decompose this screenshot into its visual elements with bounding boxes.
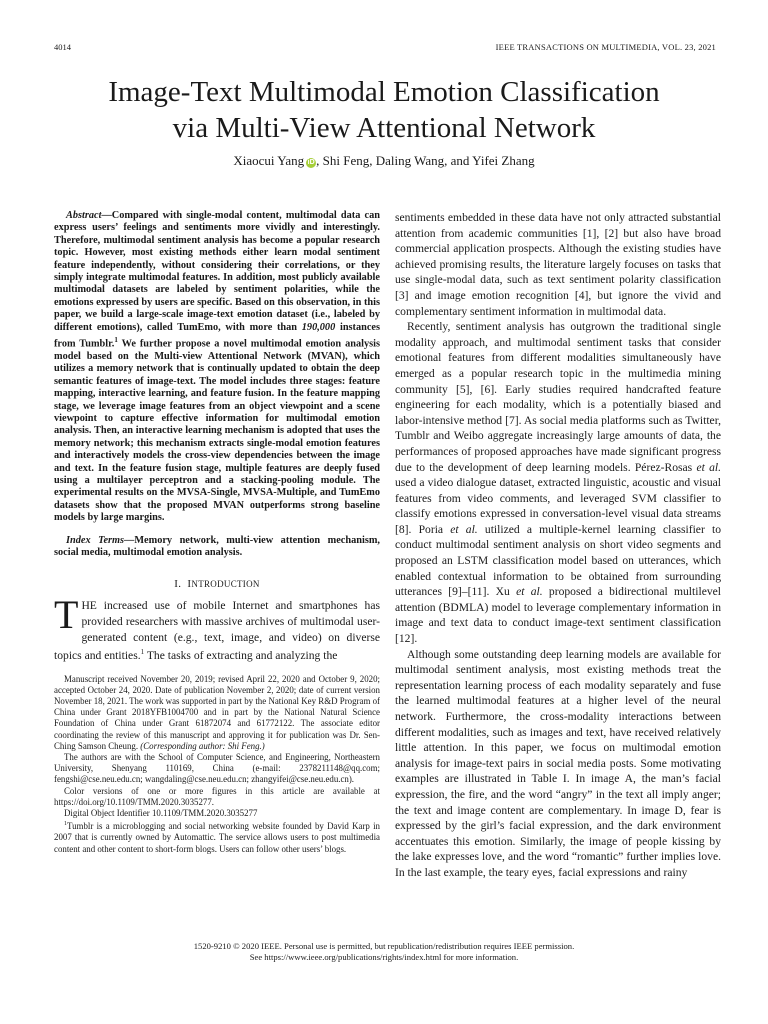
affiliation-note: The authors are with the School of Computer Science, and Engineering, Northeastern University, Shenyang 110169, China (e-mail: 2378211148@qq.com; fengshi@cse.neu.edu.cn; wangdaling@cse.neu.edu.cn; zhangyifei@cse.neu.edu.cn).	[54, 752, 380, 785]
author-list	[0, 153, 768, 169]
p2-text-a: Recently, sentiment analysis has outgrown the traditional single modality approach, and multimodal sentiment tasks that consider emotional features from different modalities simultaneously have emerged as a popular research topic in the multimedia mining community [5], [6]. Early studies required handcrafted feature engineering for each modality, which is a potentially biased and labor-intensive method [7]. As social media platforms such as Twitter, Tumblr and Weibo aggregate increasingly large amounts of data, the performances of proposed approaches have made significant progress due to the development of deep learning models. Pérez-Rosas	[395, 320, 721, 474]
section-numeral: I.	[174, 578, 182, 591]
index-terms	[54, 535, 380, 560]
right-column	[395, 210, 721, 881]
tumblr-footnote-text: Tumblr is a microblogging and social networking website founded by David Karp in 2007 that is currently owned by Automattic. The service allows users to post multimedia content and other content to short-form blogs. Users can follow other users’ blogs.	[54, 821, 380, 854]
abstract-text-2: instances from Tumblr.	[54, 321, 381, 350]
other-authors: , Shi Feng, Daling Wang, and Yifei Zhang	[316, 153, 535, 168]
abstract-count: 190,000	[301, 321, 336, 333]
orcid-icon[interactable]: iD	[307, 159, 315, 166]
et-al-2: et al.	[450, 522, 478, 536]
manuscript-received-note	[54, 674, 380, 752]
index-terms-text: —Memory network, multi-view attention mechanism, social media, multimodal emotion analysis.	[54, 534, 380, 558]
left-column	[54, 210, 380, 855]
paper-title	[0, 74, 768, 146]
first-author: Xiaocui Yang	[233, 153, 305, 168]
section-heading-cap: I	[187, 578, 192, 591]
doi-note: Digital Object Identifier 10.1109/TMM.2020.3035277	[64, 808, 258, 819]
color-versions-note: Color versions of one or more figures in this article are available at https://doi.org/10.1109/TMM.2020.3035277.	[54, 785, 380, 807]
et-al-3: et al.	[516, 585, 543, 599]
copyright-line-2[interactable]: See https://www.ieee.org/publications/rights/index.html for more information.	[249, 952, 519, 962]
journal-header: IEEE TRANSACTIONS ON MULTIMEDIA, VOL. 23, 2021	[495, 42, 716, 52]
tumblr-footnote	[54, 819, 380, 855]
drop-cap: T	[54, 592, 79, 638]
intro-text-b: The tasks of extracting and analyzing the	[144, 649, 338, 663]
tumblr-footnote-mark: 1	[64, 821, 67, 828]
footnotes	[54, 674, 380, 855]
section-heading-rest: NTRODUCTION	[191, 579, 260, 590]
copyright-line-1: 1520-9210 © 2020 IEEE. Personal use is permitted, but republication/redistribution requires IEEE permission.	[193, 941, 575, 951]
section-heading-introduction	[54, 578, 380, 590]
copyright-notice	[0, 941, 768, 963]
corresponding-author: (Corresponding author: Shi Feng.)	[140, 740, 265, 751]
p2-text-b: used a video dialogue dataset, extracted linguistic, acoustic and visual features from video comments, and leveraged SVM classifier to classify emotions expressed in conversation-level visual data streams [8]. Poria	[395, 476, 721, 536]
abstract-text-1: —Compared with single-modal content, multimodal data can express users’ feelings and sentiments more vividly and interestingly. Therefore, multimodal sentiment analysis has become a popular research topic. However, most existing methods either learn modal sentiment feature independently, without considering their correlations, or they simply integrate multimodal features. In addition, most publicly available multimodal datasets are labeled by sentiment polarities, while the emotions expressed by users are specific. Based on this observation, in this paper, we build a large-scale image-text emotion dataset (i.e., labeled by different emotions), called TumEmo, with more than	[54, 210, 380, 333]
footnote-mark[interactable]: 1	[114, 336, 118, 345]
body-paragraph-1: sentiments embedded in these data have not only attracted substantial attention from academic communities [1], [2] but also have broad commercial application prospects. Although the existing studies have achieved promising results, the literature largely focuses on tasks that use single-modal data, such as text sentiment polarity classification [3] and image emotion recognition [4], but ignore the vivid and complementary sentiment information in multimodal data.	[395, 211, 721, 318]
intro-text-a: HE increased use of mobile Internet and smartphones has provided researchers with massive archives of multimodal user-generated content (e.g., text, image, and video) on diverse topics and entities.	[54, 599, 380, 663]
index-terms-label: Index Terms	[66, 534, 125, 546]
abstract	[54, 210, 380, 525]
et-al-1: et al.	[696, 460, 721, 474]
abstract-text-3: We further propose a novel multimodal emotion analysis model based on the Multi-view Attentional Network (MVAN), which utilizes a memory network that is continually updated to obtain the deep semantic features of image-text. The model includes three stages: feature mapping, interactive learning, and feature fusion. In the feature mapping stage, we leverage image features from an object viewpoint and a scene viewpoint to capture effective information for multimodal emotion analysis. Then, an interactive learning mechanism is adopted that uses the memory network; this mechanism extracts single-modal emotion features and interactively models the cross-view dependencies between the image and text. In the feature fusion stage, multiple features are deeply fused using a multilayer perceptron and a stacking-pooling module. The experimental results on the MVSA-Single, MVSA-Multiple, and TumEmo datasets show that the proposed MVAN outperforms strong baseline models by large margins.	[54, 338, 380, 524]
body-paragraph-3: Although some outstanding deep learning models are available for multimodal sentiment analysis, most existing methods treat the representation learning process of each modality separately and fuse the learned multimodal features at a higher level of the neural network. Furthermore, the cross-modality interactions between different modalities, such as images and text, have received relatively little attention. In this paper, we focus on multimodal emotion analysis for image-text pairs in social media posts. Some motivating examples are illustrated in Table I. In image A, the man’s facial expression, the fire, and the word “angry” in the text all imply anger; the text and image content are complementary. In image D, fear is expressed by the girl’s facial expression, and the dark environment accentuates this emotion. Similarly, the image of people kissing by the lake expresses love, and the word “romantic” further implies love. In the last example, the teary eyes, facial expressions and rainy	[395, 647, 721, 879]
body-paragraph-2	[395, 319, 721, 646]
title-line-2: via Multi-View Attentional Network	[172, 112, 596, 144]
page-number: 4014	[54, 42, 71, 52]
received-text: Manuscript received November 20, 2019; revised April 22, 2020 and October 9, 2020; accepted October 24, 2020. Date of publication November 2, 2020; date of current version November 18, 2021. The work was supported in part by the National Key R&D Program of China under Grant 2018YFB1004700 and in part by the National Natural Science Foundation of China under Grant 61872074 and 61772122. The associate editor coordinating the review of this manuscript and approving it for publication was Dr. Sen-Ching Samson Cheung.	[54, 673, 380, 751]
p2-text-c: utilized a multiple-kernel learning classifier to conduct multimodal sentiment analysis on short video segments and proposed an LSTM classification model based on utterances, which enabled contextual information to be obtained from surrounding utterances [9]–[11]. Xu	[395, 522, 722, 599]
abstract-label: Abstract	[66, 210, 102, 221]
title-line-1: Image-Text Multimodal Emotion Classification	[108, 76, 660, 108]
intro-footnote-mark[interactable]: 1	[140, 648, 145, 657]
intro-paragraph	[54, 592, 380, 663]
p2-text-d: proposed a bidirectional multilevel attention (BDMLA) model to leverage complementary information in image and text data to conduct image-text sentiment classification [12].	[395, 585, 721, 646]
